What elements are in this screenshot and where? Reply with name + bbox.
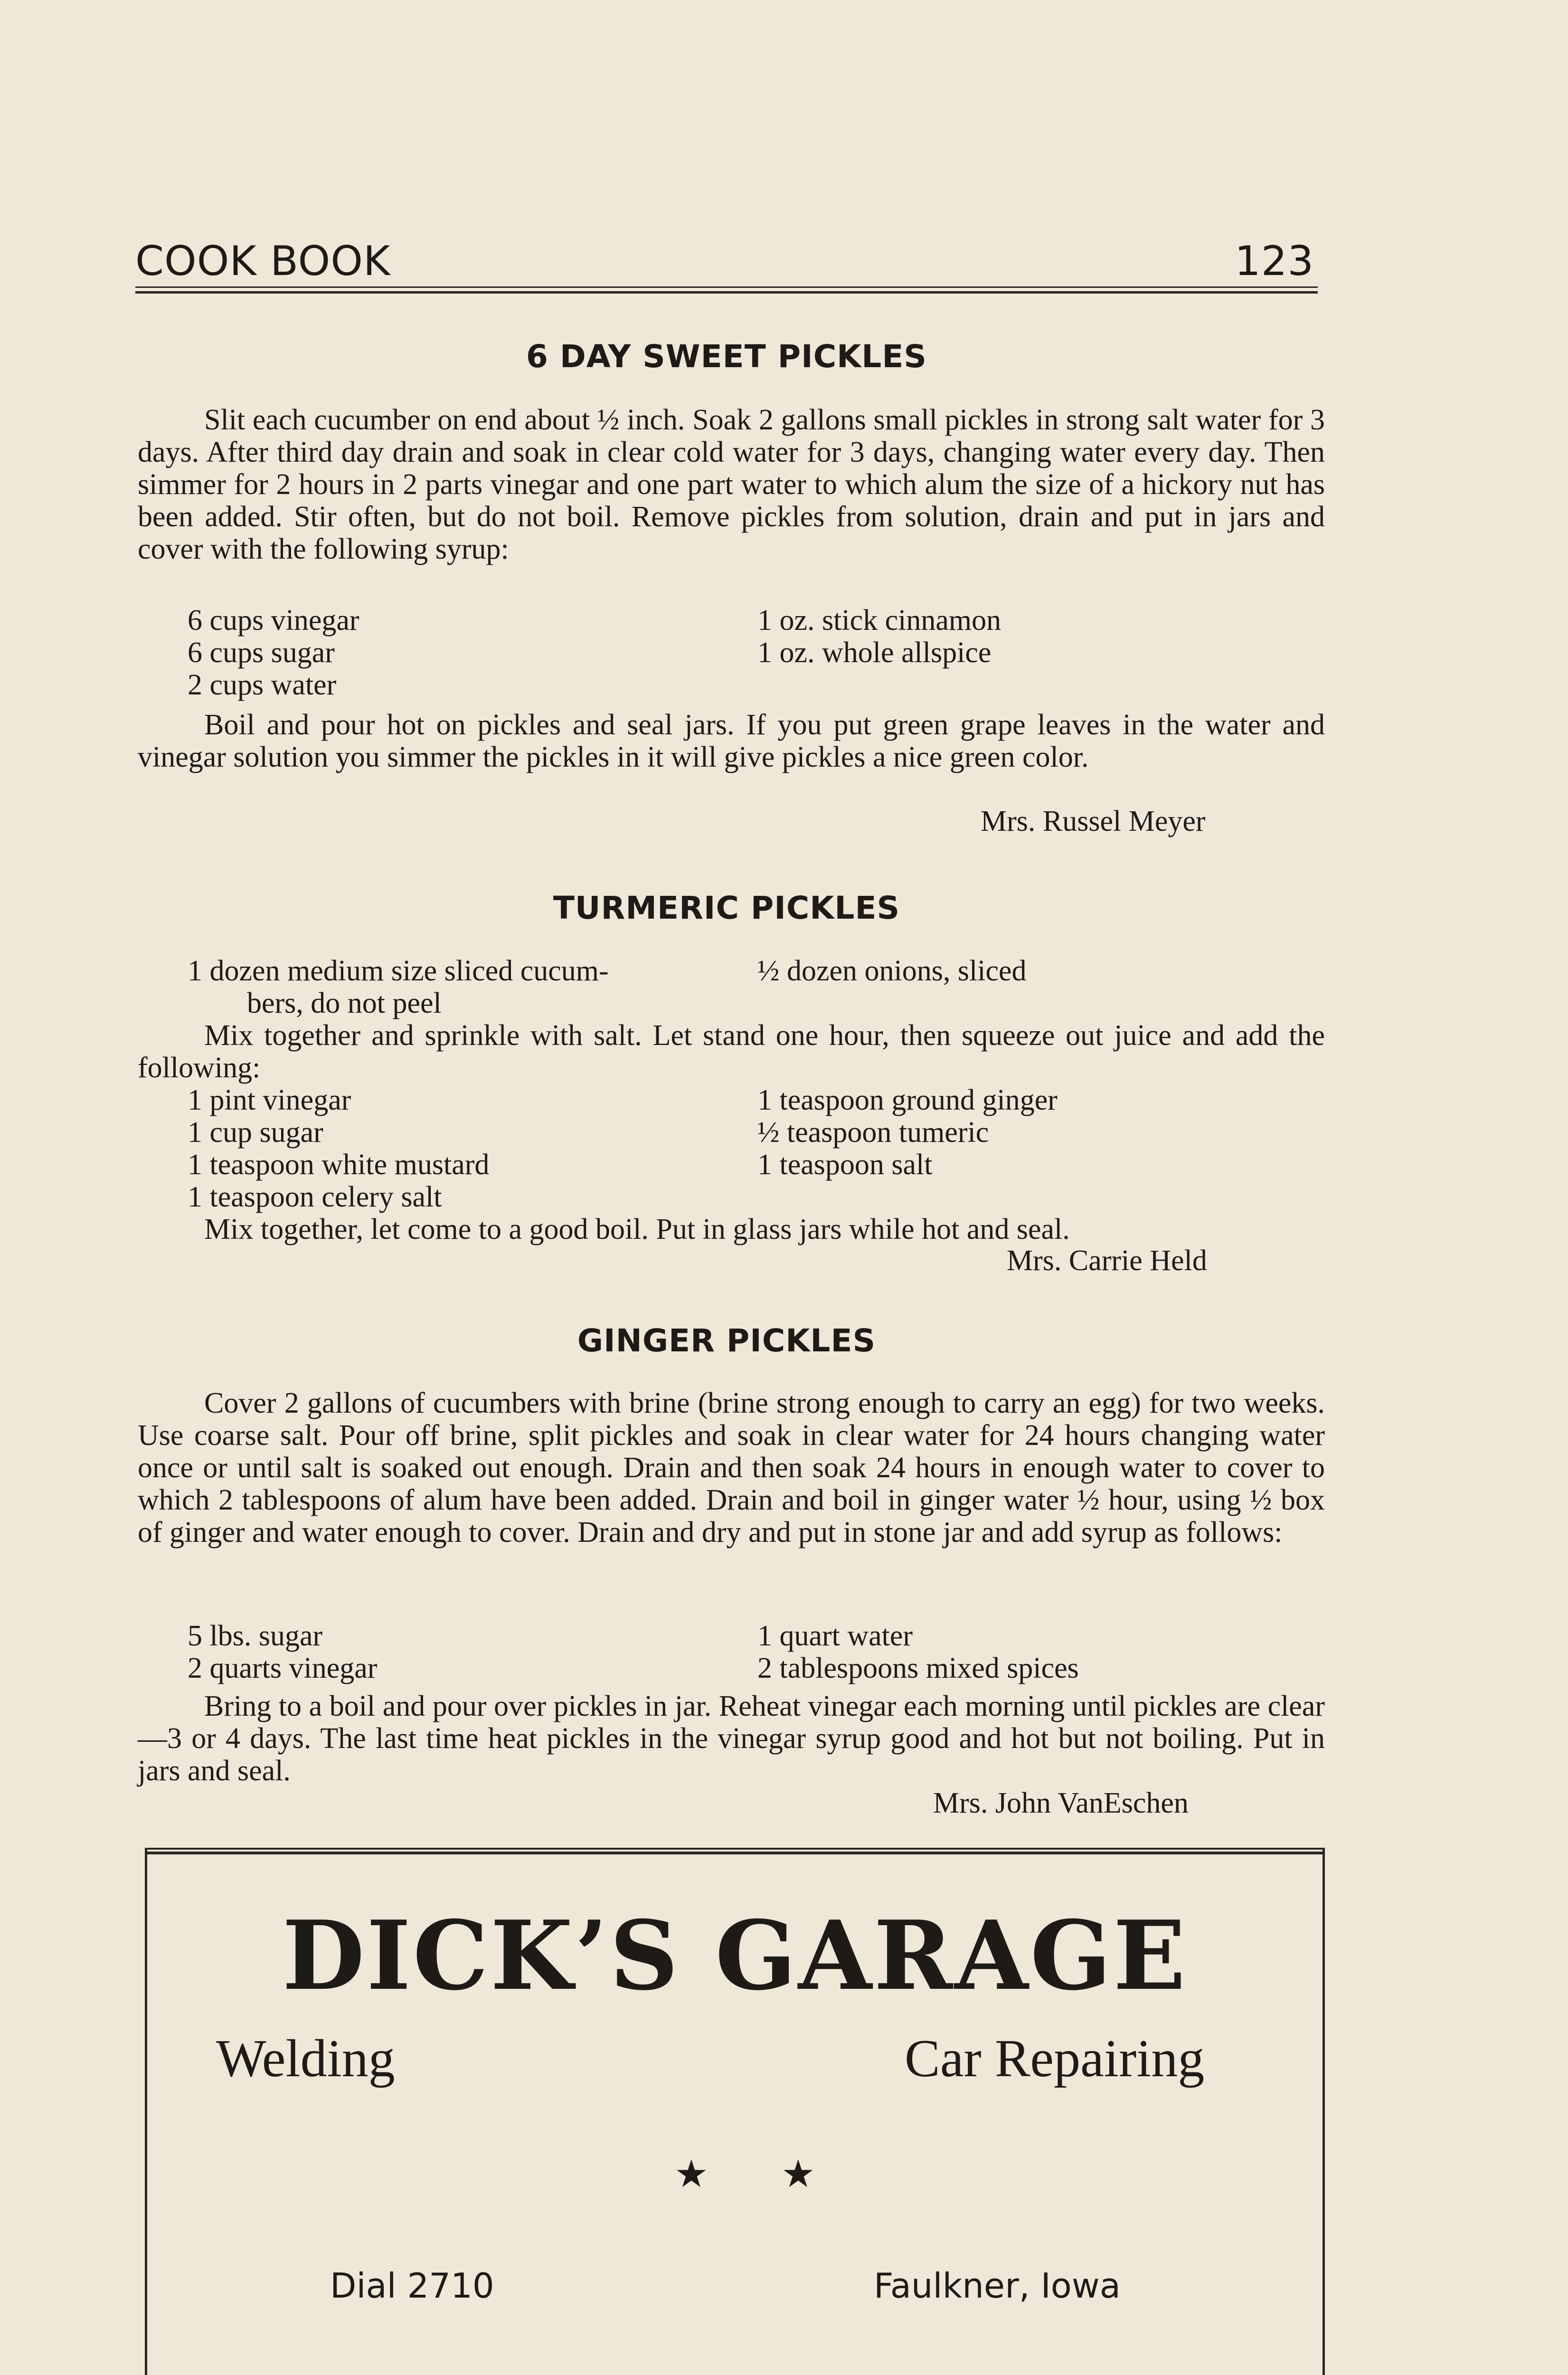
ingredient: 2 quarts vinegar: [188, 1652, 378, 1684]
recipe-directions: Boil and pour hot on pickles and seal jars. If you put green grape leaves in the water and vinegar solution you simmer the pickles in it will give pickles a nice green color.: [138, 709, 1325, 773]
ingredient-continuation: bers, do not peel: [247, 987, 442, 1019]
recipe-title: TURMERIC PICKLES: [553, 890, 900, 926]
ingredient: 6 cups sugar: [188, 636, 335, 669]
ingredient: 1 quart water: [757, 1620, 913, 1652]
star-icon: ★: [781, 2152, 815, 2196]
recipe-intro: Mix together and sprinkle with salt. Let stand one hour, then squeeze out juice and add the following:: [138, 1019, 1325, 1084]
recipe-contributor: Mrs. John VanEschen: [933, 1787, 1189, 1819]
recipe-title: 6 DAY SWEET PICKLES: [526, 338, 927, 375]
ingredient: ½ dozen onions, sliced: [757, 955, 1027, 987]
ad-service-left: Welding: [216, 2029, 395, 2088]
ad-border-top: [145, 1848, 1325, 1850]
running-title: COOK BOOK: [135, 238, 391, 285]
page-number: 123: [1235, 238, 1314, 285]
ingredient: 1 cup sugar: [188, 1116, 323, 1149]
ad-service-right: Car Repairing: [905, 2029, 1205, 2088]
recipe-intro: Slit each cucumber on end about ½ inch. Soak 2 gallons small pickles in strong salt water for 3 days. After third day drain and soak in clear cold water for 3 days, changing water every day. Then simmer for 2 hours in 2 parts vinegar and one part water to which alum the size of a hickory nut has been added. Stir often, but do not boil. Remove pickles from solution, drain and put in jars and cover with the following syrup:: [138, 404, 1325, 565]
recipe-intro: Cover 2 gallons of cucumbers with brine (brine strong enough to carry an egg) for two weeks. Use coarse salt. Pour off brine, split pickles and soak in clear water for 24 hours changing water once or until salt is soaked out enough. Drain and then soak 24 hours in enough water to cover to which 2 tablespoons of alum have been added. Drain and boil in ginger water ½ hour, using ½ box of ginger and water enough to cover. Drain and dry and put in stone jar and add syrup as follows:: [138, 1387, 1325, 1548]
ingredient: 2 cups water: [188, 669, 337, 701]
ingredient: 1 dozen medium size sliced cucum-: [188, 955, 609, 987]
ad-business-name: DICK’S GARAGE: [282, 1900, 1188, 2012]
header-rule: [135, 286, 1318, 288]
ingredient: 1 teaspoon celery salt: [188, 1181, 442, 1213]
recipe-contributor: Mrs. Carrie Held: [1007, 1244, 1207, 1277]
ingredient: 1 teaspoon salt: [757, 1149, 933, 1181]
recipe-directions: Bring to a boil and pour over pickles in jar. Reheat vinegar each morning until pickles are clear—3 or 4 days. The last time heat pickles in the vinegar syrup good and hot but not boiling. Put in jars and seal.: [138, 1690, 1325, 1787]
recipe-title: GINGER PICKLES: [577, 1322, 876, 1359]
ad-phone: Dial 2710: [330, 2266, 494, 2306]
ingredient: 5 lbs. sugar: [188, 1620, 323, 1652]
recipe-directions: Mix together, let come to a good boil. Put in glass jars while hot and seal.: [204, 1213, 1070, 1245]
ingredient: 2 tablespoons mixed spices: [757, 1652, 1079, 1684]
ingredient: 1 oz. whole allspice: [757, 636, 992, 669]
ingredient: 1 oz. stick cinnamon: [757, 604, 1001, 636]
header-rule-thick: [135, 291, 1318, 294]
ingredient: 1 pint vinegar: [188, 1084, 351, 1116]
star-icon: ★: [674, 2152, 708, 2196]
ingredient: 1 teaspoon ground ginger: [757, 1084, 1058, 1116]
recipe-contributor: Mrs. Russel Meyer: [981, 805, 1206, 837]
ingredient: 6 cups vinegar: [188, 604, 359, 636]
ingredient: ½ teaspoon tumeric: [757, 1116, 989, 1149]
ingredient: 1 teaspoon white mustard: [188, 1149, 490, 1181]
ad-border-top-thick: [145, 1852, 1325, 1854]
ad-location: Faulkner, Iowa: [874, 2266, 1121, 2306]
